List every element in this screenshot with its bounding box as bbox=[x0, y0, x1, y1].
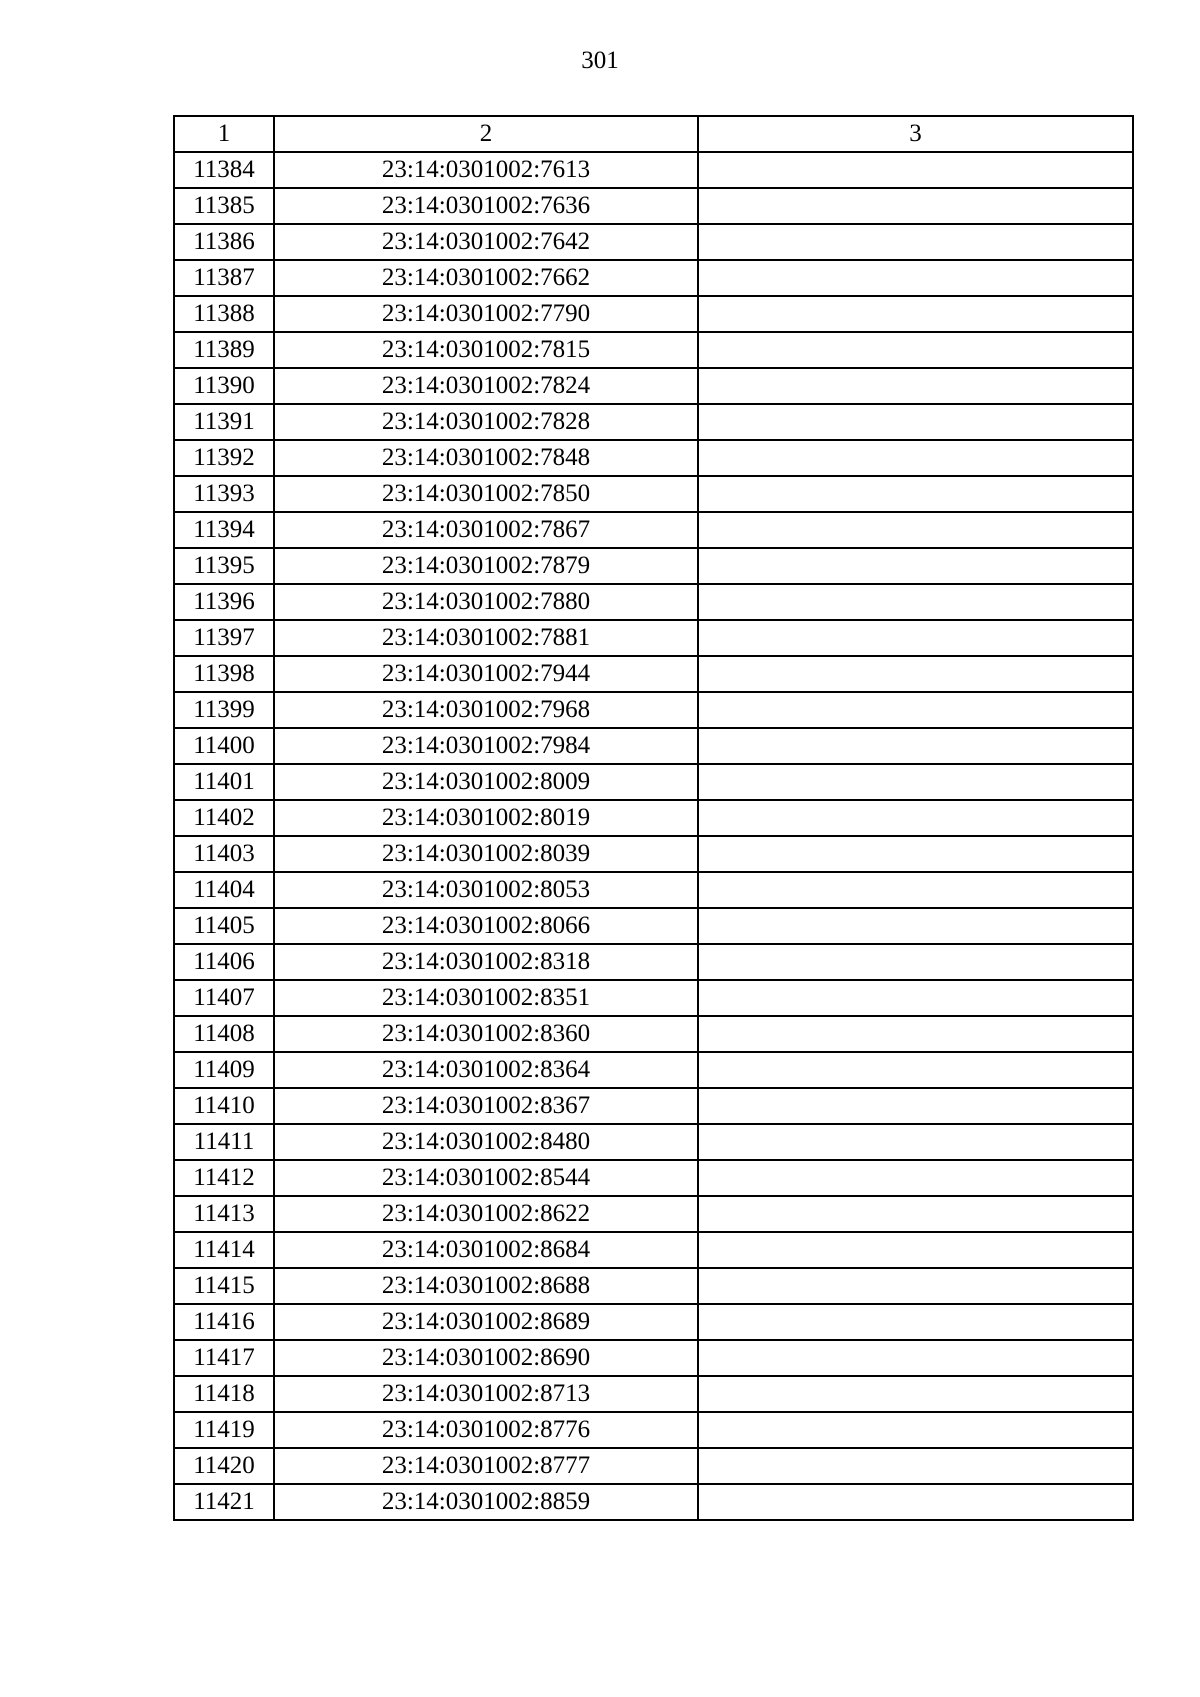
notes-cell bbox=[698, 152, 1133, 188]
table-row bbox=[174, 620, 1133, 656]
notes-cell bbox=[698, 296, 1133, 332]
cadastral-number-cell: 23:14:0301002:8480 bbox=[274, 1124, 698, 1160]
row-number-cell: 11389 bbox=[174, 332, 274, 368]
table-row bbox=[174, 404, 1133, 440]
table-row bbox=[174, 1412, 1133, 1448]
cadastral-number-cell: 23:14:0301002:7880 bbox=[274, 584, 698, 620]
table-row bbox=[174, 1196, 1133, 1232]
notes-cell bbox=[698, 1484, 1133, 1520]
cadastral-number-cell: 23:14:0301002:8053 bbox=[274, 872, 698, 908]
row-number-cell: 11401 bbox=[174, 764, 274, 800]
notes-cell bbox=[698, 1376, 1133, 1412]
cadastral-number-cell: 23:14:0301002:8859 bbox=[274, 1484, 698, 1520]
notes-cell bbox=[698, 1124, 1133, 1160]
notes-cell bbox=[698, 764, 1133, 800]
notes-cell bbox=[698, 404, 1133, 440]
cadastral-number-cell: 23:14:0301002:8039 bbox=[274, 836, 698, 872]
row-number-cell: 11406 bbox=[174, 944, 274, 980]
column-header-2: 2 bbox=[274, 116, 698, 152]
notes-cell bbox=[698, 260, 1133, 296]
row-number-cell: 11417 bbox=[174, 1340, 274, 1376]
row-number-cell: 11413 bbox=[174, 1196, 274, 1232]
notes-cell bbox=[698, 872, 1133, 908]
row-number-cell: 11411 bbox=[174, 1124, 274, 1160]
cadastral-number-cell: 23:14:0301002:7968 bbox=[274, 692, 698, 728]
notes-cell bbox=[698, 188, 1133, 224]
cadastral-number-cell: 23:14:0301002:8351 bbox=[274, 980, 698, 1016]
notes-cell bbox=[698, 1016, 1133, 1052]
notes-cell bbox=[698, 620, 1133, 656]
cadastral-number-cell: 23:14:0301002:8690 bbox=[274, 1340, 698, 1376]
cadastral-number-cell: 23:14:0301002:7879 bbox=[274, 548, 698, 584]
table-row bbox=[174, 1304, 1133, 1340]
notes-cell bbox=[698, 980, 1133, 1016]
row-number-cell: 11415 bbox=[174, 1268, 274, 1304]
cadastral-number-cell: 23:14:0301002:7944 bbox=[274, 656, 698, 692]
notes-cell bbox=[698, 1088, 1133, 1124]
cadastral-number-cell: 23:14:0301002:8688 bbox=[274, 1268, 698, 1304]
notes-cell bbox=[698, 1268, 1133, 1304]
table-row bbox=[174, 584, 1133, 620]
cadastral-number-cell: 23:14:0301002:8318 bbox=[274, 944, 698, 980]
row-number-cell: 11405 bbox=[174, 908, 274, 944]
row-number-cell: 11393 bbox=[174, 476, 274, 512]
table-row bbox=[174, 1268, 1133, 1304]
row-number-cell: 11421 bbox=[174, 1484, 274, 1520]
row-number-cell: 11397 bbox=[174, 620, 274, 656]
notes-cell bbox=[698, 692, 1133, 728]
cadastral-number-cell: 23:14:0301002:7984 bbox=[274, 728, 698, 764]
notes-cell bbox=[698, 224, 1133, 260]
cadastral-number-cell: 23:14:0301002:7613 bbox=[274, 152, 698, 188]
cadastral-number-cell: 23:14:0301002:7815 bbox=[274, 332, 698, 368]
notes-cell bbox=[698, 512, 1133, 548]
row-number-cell: 11395 bbox=[174, 548, 274, 584]
table-row bbox=[174, 1484, 1133, 1520]
table-row bbox=[174, 224, 1133, 260]
row-number-cell: 11386 bbox=[174, 224, 274, 260]
cadastral-number-cell: 23:14:0301002:7848 bbox=[274, 440, 698, 476]
notes-cell bbox=[698, 332, 1133, 368]
notes-cell bbox=[698, 1232, 1133, 1268]
table-row bbox=[174, 512, 1133, 548]
cadastral-number-table bbox=[173, 115, 1134, 1521]
row-number-cell: 11407 bbox=[174, 980, 274, 1016]
cadastral-number-cell: 23:14:0301002:7790 bbox=[274, 296, 698, 332]
table-row bbox=[174, 1160, 1133, 1196]
table-row bbox=[174, 1376, 1133, 1412]
table-row bbox=[174, 1232, 1133, 1268]
cadastral-number-cell: 23:14:0301002:7636 bbox=[274, 188, 698, 224]
cadastral-number-cell: 23:14:0301002:7642 bbox=[274, 224, 698, 260]
notes-cell bbox=[698, 1160, 1133, 1196]
table-row bbox=[174, 1124, 1133, 1160]
table-row bbox=[174, 440, 1133, 476]
table-body bbox=[174, 116, 1133, 1520]
table-row bbox=[174, 152, 1133, 188]
cadastral-number-cell: 23:14:0301002:8066 bbox=[274, 908, 698, 944]
notes-cell bbox=[698, 1052, 1133, 1088]
notes-cell bbox=[698, 368, 1133, 404]
table-row bbox=[174, 1088, 1133, 1124]
cadastral-number-cell: 23:14:0301002:7824 bbox=[274, 368, 698, 404]
notes-cell bbox=[698, 1448, 1133, 1484]
table-row bbox=[174, 1340, 1133, 1376]
table-row bbox=[174, 1016, 1133, 1052]
row-number-cell: 11396 bbox=[174, 584, 274, 620]
table-row bbox=[174, 368, 1133, 404]
notes-cell bbox=[698, 1412, 1133, 1448]
notes-cell bbox=[698, 1196, 1133, 1232]
notes-cell bbox=[698, 908, 1133, 944]
row-number-cell: 11419 bbox=[174, 1412, 274, 1448]
notes-cell bbox=[698, 1304, 1133, 1340]
row-number-cell: 11384 bbox=[174, 152, 274, 188]
column-header-3: 3 bbox=[698, 116, 1133, 152]
table-row bbox=[174, 728, 1133, 764]
cadastral-number-cell: 23:14:0301002:7662 bbox=[274, 260, 698, 296]
row-number-cell: 11388 bbox=[174, 296, 274, 332]
row-number-cell: 11398 bbox=[174, 656, 274, 692]
table-row bbox=[174, 476, 1133, 512]
table-row bbox=[174, 1448, 1133, 1484]
row-number-cell: 11416 bbox=[174, 1304, 274, 1340]
cadastral-number-cell: 23:14:0301002:8622 bbox=[274, 1196, 698, 1232]
table-row bbox=[174, 764, 1133, 800]
row-number-cell: 11420 bbox=[174, 1448, 274, 1484]
notes-cell bbox=[698, 656, 1133, 692]
table-row bbox=[174, 548, 1133, 584]
row-number-cell: 11412 bbox=[174, 1160, 274, 1196]
notes-cell bbox=[698, 944, 1133, 980]
cadastral-number-cell: 23:14:0301002:7881 bbox=[274, 620, 698, 656]
table-row bbox=[174, 800, 1133, 836]
row-number-cell: 11410 bbox=[174, 1088, 274, 1124]
cadastral-number-cell: 23:14:0301002:8689 bbox=[274, 1304, 698, 1340]
cadastral-number-cell: 23:14:0301002:8364 bbox=[274, 1052, 698, 1088]
notes-cell bbox=[698, 548, 1133, 584]
row-number-cell: 11391 bbox=[174, 404, 274, 440]
row-number-cell: 11394 bbox=[174, 512, 274, 548]
table-row bbox=[174, 296, 1133, 332]
table-header-row bbox=[174, 116, 1133, 152]
notes-cell bbox=[698, 584, 1133, 620]
cadastral-number-cell: 23:14:0301002:8713 bbox=[274, 1376, 698, 1412]
notes-cell bbox=[698, 1340, 1133, 1376]
cadastral-number-cell: 23:14:0301002:8544 bbox=[274, 1160, 698, 1196]
notes-cell bbox=[698, 836, 1133, 872]
page-number: 301 bbox=[581, 47, 619, 74]
notes-cell bbox=[698, 476, 1133, 512]
table-row bbox=[174, 332, 1133, 368]
table-row bbox=[174, 980, 1133, 1016]
row-number-cell: 11390 bbox=[174, 368, 274, 404]
row-number-cell: 11400 bbox=[174, 728, 274, 764]
cadastral-number-cell: 23:14:0301002:7867 bbox=[274, 512, 698, 548]
notes-cell bbox=[698, 440, 1133, 476]
cadastral-number-cell: 23:14:0301002:8360 bbox=[274, 1016, 698, 1052]
cadastral-number-cell: 23:14:0301002:8019 bbox=[274, 800, 698, 836]
row-number-cell: 11399 bbox=[174, 692, 274, 728]
row-number-cell: 11408 bbox=[174, 1016, 274, 1052]
row-number-cell: 11418 bbox=[174, 1376, 274, 1412]
table-row bbox=[174, 692, 1133, 728]
cadastral-number-cell: 23:14:0301002:7850 bbox=[274, 476, 698, 512]
row-number-cell: 11409 bbox=[174, 1052, 274, 1088]
row-number-cell: 11414 bbox=[174, 1232, 274, 1268]
row-number-cell: 11403 bbox=[174, 836, 274, 872]
cadastral-number-cell: 23:14:0301002:8367 bbox=[274, 1088, 698, 1124]
row-number-cell: 11402 bbox=[174, 800, 274, 836]
notes-cell bbox=[698, 800, 1133, 836]
table-row bbox=[174, 836, 1133, 872]
table-row bbox=[174, 872, 1133, 908]
cadastral-number-cell: 23:14:0301002:8777 bbox=[274, 1448, 698, 1484]
table-row bbox=[174, 260, 1133, 296]
table-row bbox=[174, 656, 1133, 692]
row-number-cell: 11387 bbox=[174, 260, 274, 296]
row-number-cell: 11385 bbox=[174, 188, 274, 224]
table-row bbox=[174, 944, 1133, 980]
cadastral-number-cell: 23:14:0301002:7828 bbox=[274, 404, 698, 440]
cadastral-number-cell: 23:14:0301002:8684 bbox=[274, 1232, 698, 1268]
row-number-cell: 11392 bbox=[174, 440, 274, 476]
table-row bbox=[174, 188, 1133, 224]
table-row bbox=[174, 908, 1133, 944]
notes-cell bbox=[698, 728, 1133, 764]
table-row bbox=[174, 1052, 1133, 1088]
column-header-1: 1 bbox=[174, 116, 274, 152]
row-number-cell: 11404 bbox=[174, 872, 274, 908]
cadastral-number-cell: 23:14:0301002:8009 bbox=[274, 764, 698, 800]
cadastral-number-cell: 23:14:0301002:8776 bbox=[274, 1412, 698, 1448]
